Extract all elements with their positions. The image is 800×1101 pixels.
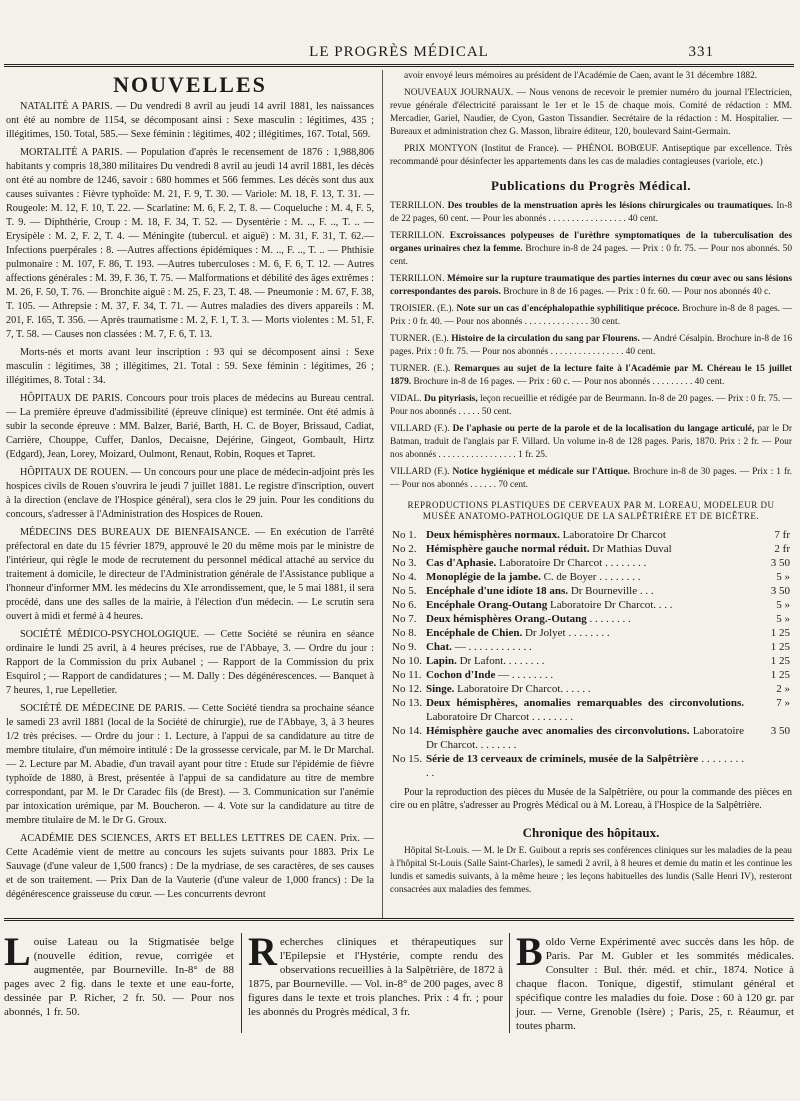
- reproduction-description-cell: [424, 542, 746, 556]
- publication-details: leçon recueillie et rédigée par de Beurmann. In-8 de 20 pages. — Prix : 0 fr. 75. — Pour nos abonnés . . . . . 50 cent.: [390, 394, 792, 417]
- reproduction-description-cell: [424, 752, 746, 780]
- publication-entry: [390, 466, 792, 492]
- publication-entry: [390, 363, 792, 389]
- natalite-paragraph: NATALITÉ A PARIS. — Du vendredi 8 avril au jeudi 14 avril 1881, les naissances ont été au nombre de 1154, se décomposant ainsi : Sexe masculin : légitimes, 435 ; illégitimes, 150. Total, 585.— Sexe féminin : légitimes, 402 ; illégitimes, 167. Total, 569.: [6, 101, 374, 140]
- reproduction-detail: Laboratoire Dr Charcot . . . . . . . .: [425, 711, 574, 723]
- academie-caen-continued: avoir envoyé leurs mémoires au président de l'Académie de Caen, avant le 31 décembre 1882.: [404, 71, 758, 81]
- reproduction-row: [390, 640, 792, 654]
- reproduction-row: [390, 752, 792, 780]
- mortalite-paragraph: MORTALITÉ A PARIS. — Population d'après le recensement de 1876 : 1,988,806 habitants y compris 18,380 militaires Du vendredi 8 avril au jeudi 14 avril 1881, les décès ont été au nombre de 1246, savoir : 680 hommes et 566 femmes. Les décès sont dus aux causes suivantes : Fièvre typhoïde: M. 21, F. 9, T. 30. — Variole: M. 18, F. 13, T. 31. — Rougeole: M. 12, F. 10, T. 22. — Scarlatine: M. 6, F. 2, T. 8. — Coqueluche : M. 4, F. 5, T. 9. — Diphthérie, Croup : M. 18, F. 34, T. 52. — Dysentérie : M. .., F. .., T. .. — Erysipèle : M. 2, F. 2, T. 4. — Méningite (tubercul. et aiguë) : M. 31, F. 31, T. 62.— Infections puerpérales : 8. —Autres affections épidémiques : M. .., F. .., T. .. — Phthisie pulmonaire : M. 107, F. 86, T. 193. —Autres tuberculoses : M. 6, F. 6, T. 12. — Autres affections générales : M. 39, F. 36, T. 75. — Malformations et débilité des âges extrêmes : M. 26, F. 50, T. 76. — Bronchite aiguë : M. 25, F. 23, T. 48. — Pneumonie : M. 67, F. 38, T. 105. — Athrepsie : M. 37, F. 34, T. 71. — Autres maladies des divers appareils : M. 201, F. 165, T. 356. — Après traumatisme : M. 2, F. 1, T. 3. — Morts violentes : M. 51, F. 7, T. 58. — Causes non classées : M. 7, F. 6, T. 13.: [6, 147, 374, 340]
- publication-entry: [390, 303, 792, 329]
- reproduction-number: No 8.: [392, 627, 417, 639]
- reproduction-detail: Dr Lafont. . . . . . . .: [459, 655, 545, 667]
- reproduction-description-cell: [424, 626, 746, 640]
- reproduction-description: Encéphale Orang-Outang: [425, 599, 548, 611]
- reproduction-detail: — . . . . . . . . . . . .: [454, 641, 532, 653]
- reproduction-number: No 14.: [392, 725, 422, 737]
- reproduction-detail: Laboratoire Dr Charcot. . . . . .: [457, 683, 591, 695]
- societe-medico-psychologique-paragraph: SOCIÉTÉ MÉDICO-PSYCHOLOGIQUE. — Cette Société se réunira en séance ordinaire le lundi 25 avril, à 4 heures précises, rue de l'Abbaye, 3. — Ordre du jour : Rapport de la Commission du prix Aubanel ; — Rapport de la Commission du prix Esquirol ; — Rapport de candidatures ; — M. Dally : Des dégénérescences. — Banquet à 7 heures, 1, rue Lepelletier.: [6, 629, 374, 696]
- reproduction-description-cell: [424, 654, 746, 668]
- reproduction-description: Cochon d'Inde: [425, 669, 496, 681]
- publication-details: par le Dr Batman, traduit de l'anglais par F. Villard. Un volume in-8 de 128 pages. Paris, 1870. Prix : 2 fr. — Pour nos abonnés . . . . . . . . . . . . . . . . . 1 fr. 25.: [390, 424, 792, 460]
- reproduction-number: No 3.: [392, 557, 417, 569]
- advert-louise-lateau: [4, 929, 234, 1019]
- reproduction-row: [390, 612, 792, 626]
- reproduction-price: 1 25: [770, 627, 790, 639]
- reproduction-row: [390, 570, 792, 584]
- reproduction-number: No 6.: [392, 599, 417, 611]
- reproduction-detail: C. de Boyer . . . . . . . .: [543, 571, 641, 583]
- reproduction-detail: — . . . . . . . .: [498, 669, 554, 681]
- reproduction-row: [390, 654, 792, 668]
- reproduction-price: 3 50: [770, 585, 790, 597]
- reproduction-description: Deux hémisphères, anomalies remarquables des circonvolutions.: [425, 697, 744, 709]
- reproduction-description-cell: [424, 682, 746, 696]
- advert-boldo-verne-text: oldo Verne Expérimenté avec succès dans les hôp. de Paris. Par M. Gubler et les sommités médicales. Consulter : Bul. thér. méd. et chir., 1874. Notice à chaque flacon. Tonique, digestif, stimulant général et spécifique contre les maladies du foie. Dose : 60 à 120 gr. par jour. — Verne, Grenoble (Isère) ; Paris, 25, r. Réaumur, et toutes pharm.: [516, 936, 794, 1032]
- publication-details: Brochure in-8 de 24 pages. — Prix : 0 fr. 75. — Pour nos abonnés. 50 cent.: [390, 244, 793, 267]
- reproduction-number: No 5.: [392, 585, 417, 597]
- reproductions-title: REPRODUCTIONS PLASTIQUES DE CERVEAUX PAR M. LOREAU, MODELEUR DU MUSÉE ANATOMO-PATHOLOGIQUE DE LA SALPÊTRIÈRE ET DE BICÊTRE.: [407, 500, 775, 521]
- publication-work: De l'aphasie ou perte de la parole et de la localisation du langage articulé,: [452, 424, 755, 434]
- reproduction-description-cell: [424, 668, 746, 682]
- publications-title: Publications du Progrès Médical.: [491, 178, 691, 193]
- advert-recherches: [248, 929, 503, 1019]
- dropcap-r: R: [248, 929, 277, 974]
- reproduction-description: Hémisphère gauche normal réduit.: [425, 543, 590, 555]
- reproduction-price: 2 fr: [774, 543, 790, 555]
- advert-divider: [241, 933, 242, 1033]
- publication-author: TERRILLON.: [390, 201, 445, 211]
- publication-author: TROISIER. (E.).: [390, 304, 454, 314]
- reproduction-description-cell: [424, 612, 746, 626]
- section-title-nouvelles: NOUVELLES: [113, 72, 267, 97]
- reproduction-description-cell: [424, 584, 746, 598]
- reproduction-detail: Laboratoire Dr Charcot . . . . . . . .: [499, 557, 647, 569]
- publication-work: Note sur un cas d'encéphalopathie syphilitique précoce.: [456, 304, 680, 314]
- reproduction-description-cell: [424, 570, 746, 584]
- publication-author: TERRILLON.: [390, 274, 445, 284]
- header-rule: [4, 64, 794, 67]
- reproduction-number: No 15.: [392, 753, 422, 765]
- reproduction-number: No 11.: [392, 669, 422, 681]
- academie-caen-paragraph: ACADÉMIE DES SCIENCES, ARTS ET BELLES LETTRES DE CAEN. Prix. — Cette Académie vient de mettre au concours les sujets suivants pour 1883. Prix Le Sauvage (d'une valeur de 1,500 francs) : De la mydriase, de ses caractères, de ses causes et de son traitement. — Prix Dan de la Vauterie (d'une valeur de 1,000 francs) : De la dégénérescence graisseuse du cœur. — Les concurrents devront: [6, 833, 374, 900]
- publication-work: Mémoire sur la rupture traumatique des parties internes du cœur avec ou sans lésions correspondantes des parois.: [390, 274, 793, 297]
- reproduction-description-cell: [424, 556, 746, 570]
- publication-entry: [390, 333, 792, 359]
- reproduction-row: [390, 696, 792, 724]
- reproduction-row: [390, 528, 792, 542]
- publication-details: Brochure in 8 de 16 pages. — Prix : 0 fr. 60. — Pour nos abonnés 40 c.: [503, 287, 771, 297]
- publication-author: VILLARD (F.).: [390, 467, 450, 477]
- advert-divider: [509, 933, 510, 1033]
- reproduction-price: 2 »: [776, 683, 790, 695]
- publication-work: Notice hygiénique et médicale sur l'Attique.: [452, 467, 630, 477]
- reproduction-row: [390, 542, 792, 556]
- reproduction-price: 5 »: [776, 571, 790, 583]
- reproduction-detail: Dr Bourneville . . .: [570, 585, 654, 597]
- reproduction-number: No 2.: [392, 543, 417, 555]
- publication-work: Des troubles de la menstruation après les lésions chirurgicales ou traumatiques.: [447, 201, 774, 211]
- reproduction-price: 7 »: [776, 697, 790, 709]
- publication-author: VILLARD (F.).: [390, 424, 450, 434]
- reproduction-description: Hémisphère gauche avec anomalies des circonvolutions.: [425, 725, 690, 737]
- reproduction-row: [390, 598, 792, 612]
- hopitaux-paris-paragraph: HÔPITAUX DE PARIS. Concours pour trois places de médecins au Bureau central. — La première épreuve d'admissibilité (épreuve clinique) est terminée. Ont été admis à subir la seconde épreuve : MM. Balzer, Barié, Barth, H. C. de Boyer, Brissaud, Cadiat, Carrière, Chouppe, Cuffer, Danlos, Decaisne, Dejérine, Gingeot, Gombault, Hirtz (Edgard), Jean, Lorey, Moizard, Oulmont, Renaut, Robin, Roques et Tapret.: [6, 393, 374, 460]
- reproduction-row: [390, 724, 792, 752]
- hopitaux-rouen-paragraph: HÔPITAUX DE ROUEN. — Un concours pour une place de médecin-adjoint près les hospices civils de Rouen s'ouvrira le jeudi 7 juillet 1881. Le registre d'inscription, ouvert à la direction (enclave de l'Hospice général), sera clos le 29 juin. Pour les conditions du concours, s'adresser à l'Administration des Hospices de Rouen.: [6, 467, 374, 520]
- advert-recherches-text: echerches cliniques et thérapeutiques sur l'Epilepsie et l'Hystérie, compte rendu des observations recueillies à la Salpêtrière, de 1872 à 1875, par Bourneville. — Vol. in-8° de 200 pages, avec 8 figures dans le texte et trois planches. Prix : 4 fr. ; pour les abonnés du Progrès médical, 3 fr.: [248, 936, 503, 1018]
- reproduction-description: Encéphale de Chien.: [425, 627, 523, 639]
- reproduction-detail: . . . . . . . . . .: [425, 753, 745, 779]
- reproduction-description-cell: [424, 598, 746, 612]
- reproduction-number: No 13.: [392, 697, 422, 709]
- reproduction-description: Lapin.: [425, 655, 457, 667]
- publication-work: Excroissances polypeuses de l'urèthre symptomatiques de la tuberculisation des organes urinaires chez la femme.: [390, 231, 792, 254]
- reproduction-row: [390, 626, 792, 640]
- publication-entry: [390, 273, 792, 299]
- reproduction-description: Deux hémisphères Orang.-Outang: [425, 613, 587, 625]
- reproduction-detail: . . . . . . . .: [589, 613, 631, 625]
- reproduction-price: 3 50: [770, 725, 790, 737]
- left-column: [6, 72, 374, 906]
- publication-details: Brochure in-8 de 30 pages. — Prix : 1 fr. — Pour nos abonnés . . . . . . 70 cent.: [390, 467, 793, 490]
- reproduction-row: [390, 584, 792, 598]
- chronique-title: Chronique des hôpitaux.: [522, 825, 660, 840]
- reproduction-detail: Laboratoire Dr Charcot: [562, 529, 666, 541]
- reproduction-detail: Laboratoire Dr Charcot. . . .: [550, 599, 673, 611]
- column-divider: [382, 70, 383, 918]
- morts-nes-paragraph: Morts-nés et morts avant leur inscription : 93 qui se décomposent ainsi : Sexe masculin : légitimes, 38 ; illégitimes, 21. Total : 59. Sexe féminin : légitimes, 26 ; illégitimes, 8. Total : 34.: [6, 347, 374, 386]
- reproduction-detail: Dr Jolyet . . . . . . . .: [524, 627, 610, 639]
- reproduction-description-cell: [424, 696, 746, 724]
- dropcap-b: B: [516, 929, 543, 974]
- publication-entry: [390, 423, 792, 462]
- reproduction-number: No 9.: [392, 641, 417, 653]
- publication-author: VIDAL.: [390, 394, 422, 404]
- advert-boldo-verne: [516, 929, 794, 1033]
- publications-list: [390, 200, 792, 492]
- reproduction-row: [390, 682, 792, 696]
- phenol-bobœuf-paragraph: PRIX MONTYON (Institut de France). — PHÉNOL BOBŒUF. Antiseptique par excellence. Très recommandé pour désinfecter les appartements dans les cas de maladies contagieuses (variole, etc.): [390, 144, 792, 167]
- page-header: [4, 40, 794, 64]
- reproduction-price: [746, 752, 792, 780]
- bureaux-bienfaisance-paragraph: MÉDECINS DES BUREAUX DE BIENFAISANCE. — En exécution de l'arrêté préfectoral en date du 15 février 1879, approuvé le 20 du même mois par le ministre de l'intérieur, qui règle le mode de recrutement du personnel médical attaché au service du traitement à domicile, le directeur de l'Administration générale de l'Assistance publique a l'honneur d'informer MM. les médecins du XIe arrondissement, que, le 5 mai 1881, il sera procédé, dans une des salles de la mairie, à l'élection d'un médecin. — Le scrutin sera ouvert à midi et fermé à 4 heures.: [6, 527, 374, 622]
- advertisement-band: [4, 925, 794, 1035]
- reproduction-price: 7 fr: [774, 529, 790, 541]
- reproduction-description-cell: [424, 640, 746, 654]
- publication-author: TURNER. (E.).: [390, 334, 449, 344]
- nouveaux-journaux-paragraph: NOUVEAUX JOURNAUX. — Nous venons de recevoir le premier numéro du journal l'Electricien, revue générale d'électricité paraissant le 1er et le 15 de chaque mois. Comité de rédaction : MM. Mercadier, Gariel, Naudier, de Cyon, Gaston Tissandier. Secrétaire de la rédaction : M. Hospitalier. — Bureaux et administration chez G. Masson, libraire éditeur, 120, boulevard Saint-Germain.: [390, 88, 792, 137]
- publication-entry: [390, 200, 792, 226]
- right-column: [390, 70, 792, 901]
- reproduction-description: Série de 13 cerveaux de criminels, musée de la Salpêtrière: [425, 753, 699, 765]
- running-title: LE PROGRÈS MÉDICAL: [309, 44, 489, 60]
- publication-author: TURNER. (E.).: [390, 364, 451, 374]
- reproduction-description: Encéphale d'une idiote 18 ans.: [425, 585, 569, 597]
- societe-medecine-paris-paragraph: SOCIÉTÉ DE MÉDECINE DE PARIS. — Cette Société tiendra sa prochaine séance le samedi 23 avril 1881 (local de la Société de chirurgie), rue de l'Abbaye, 3, à 3 heures 1/2 très précises. — Ordre du jour : 1. Lecture, à l'appui de sa candidature au titre de membre titulaire, d'un mémoire intitulé : De la grossesse cervicale, par M. le Dr Marchal. — 2. Lecture par M. Abadie, d'un travail ayant pour titre : Etude sur l'épidémie de fièvre typhoïde de 1880, à Brest, présentée à l'appui de sa candidature au titre de membre correspondant, par M. le Dr Caradec fils (de Brest). — 3. Communication sur l'anémie par intoxication urémique, par M. Boucheron. — 4. Vote sur la candidature au titre de membre titulaire de M. le Dr G. Groux.: [6, 703, 374, 826]
- reproduction-description: Monoplégie de la jambe.: [425, 571, 541, 583]
- chronique-text: Hôpital St-Louis. — M. le Dr E. Guibout a repris ses conférences cliniques sur les maladies de la peau à l'hôpital St-Louis (Salle Saint-Charles), le samedi 2 avril, à 8 heures et demie du matin et les continue les lundis et samedis suivants, à la même heure ; les leçons habituelles des lundis (Salle Henri IV), resteront consacrées aux maladies des femmes.: [390, 846, 792, 895]
- reproduction-price: 3 50: [770, 557, 790, 569]
- reproduction-detail: Dr Mathias Duval: [592, 543, 672, 555]
- publication-details: Brochure in-8 de 16 pages. — Prix : 60 c. — Pour nos abonnés . . . . . . . . . 40 cent.: [413, 377, 725, 387]
- publication-work: Du pityriasis,: [423, 394, 478, 404]
- ads-top-rule: [4, 918, 794, 921]
- reproduction-description: Cas d'Aphasie.: [425, 557, 497, 569]
- reproduction-description: Singe.: [425, 683, 455, 695]
- publication-author: TERRILLON.: [390, 231, 445, 241]
- publication-work: Remarques au sujet de la lecture faite à l'Académie par M. Chéreau le 15 juillet 1879.: [390, 364, 793, 387]
- reproduction-row: [390, 668, 792, 682]
- reproduction-description: Deux hémisphères normaux.: [425, 529, 560, 541]
- reproduction-row: [390, 556, 792, 570]
- reproduction-price: 5 »: [776, 599, 790, 611]
- reproduction-description-cell: [424, 724, 746, 752]
- publication-details: Brochure in-8 de 8 pages. — Prix : 0 fr. 40. — Pour nos abonnés . . . . . . . . . . . . . . 30 cent.: [390, 304, 793, 327]
- publication-details: In-8 de 22 pages, 60 cent. — Pour les abonnés . . . . . . . . . . . . . . . . . 40 cent.: [390, 201, 793, 224]
- reproduction-description: Chat.: [425, 641, 452, 653]
- page-number: 331: [688, 44, 714, 60]
- reproduction-detail: Laboratoire Dr Charcot. . . . . . . .: [425, 725, 745, 751]
- reproduction-number: No 4.: [392, 571, 417, 583]
- reproduction-price: 1 25: [770, 669, 790, 681]
- publication-details: — André Césalpin. Brochure in-8 de 16 pages. Prix : 0 fr. 75. — Pour nos abonnés . . . . . . . . . . . . . . . . 40 cent.: [390, 334, 793, 357]
- reproduction-number: No 12.: [392, 683, 422, 695]
- reproduction-price: 1 25: [770, 641, 790, 653]
- reproduction-number: No 10.: [392, 655, 422, 667]
- reproduction-description-cell: [424, 528, 746, 542]
- dropcap-l: L: [4, 929, 31, 974]
- reproduction-price: 5 »: [776, 613, 790, 625]
- advert-louise-lateau-text: ouise Lateau ou la Stigmatisée belge (nouvelle édition, revue, corrigée et augmentée, par Bourneville. In-8° de 88 pages avec 2 fig. dans le texte et une eau-forte, dessinée par P. Richer, 2 fr. 50. — Pour nos abonnés, 1 fr. 50.: [4, 936, 234, 1018]
- publication-entry: [390, 393, 792, 419]
- publication-entry: [390, 230, 792, 269]
- reproductions-table: [390, 528, 792, 780]
- reproduction-number: No 1.: [392, 529, 417, 541]
- reproduction-price: 1 25: [770, 655, 790, 667]
- reproduction-number: No 7.: [392, 613, 417, 625]
- publication-work: Histoire de la circulation du sang par Flourens.: [451, 334, 640, 344]
- reproductions-note: Pour la reproduction des pièces du Musée de la Salpêtrière, ou pour la commande des pièces en cire ou en plâtre, s'adresser au Progrès Médical ou à M. Loreau, à l'Hospice de la Salpêtrière.: [390, 787, 792, 811]
